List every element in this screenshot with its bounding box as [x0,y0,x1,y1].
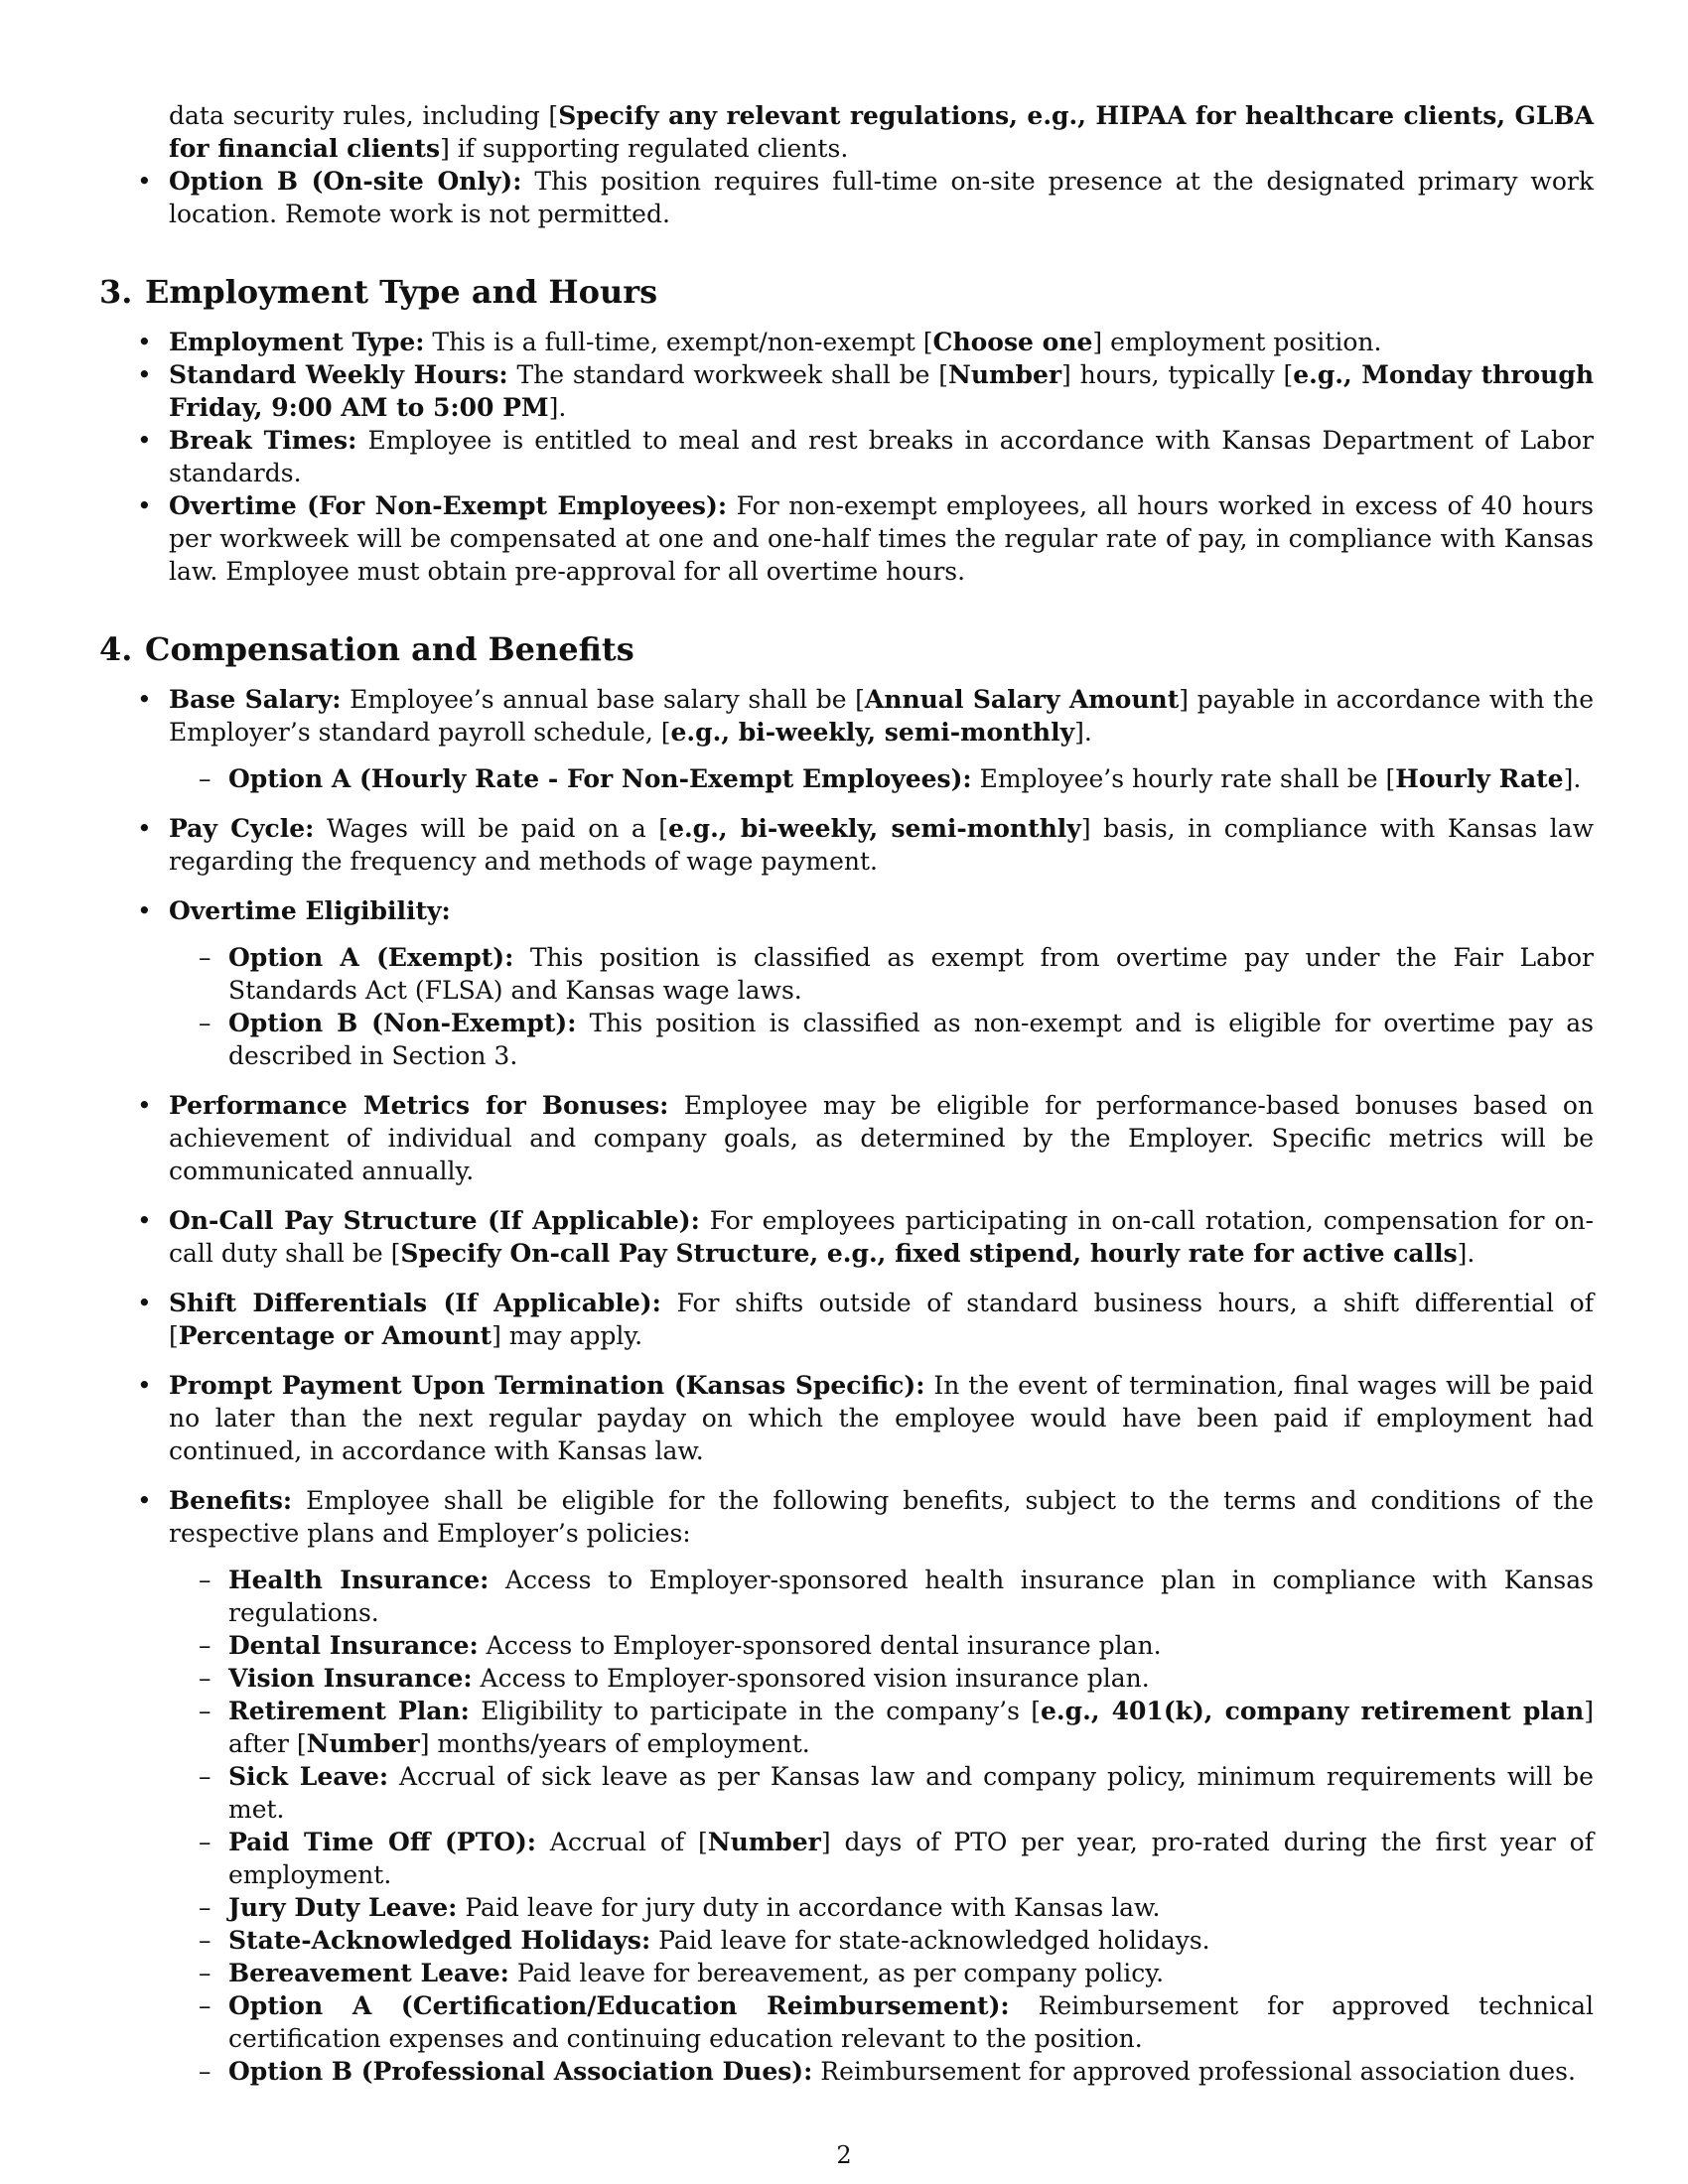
paragraph [169,1287,1594,1352]
text: 4. [99,630,133,668]
bold-text: Shift Differentials (If Applicable): [169,1289,661,1317]
bold-text: Prompt Payment Upon Termination (Kansas Specific): [169,1371,925,1400]
bold-text: Break Times: [169,426,357,455]
bold-text: Retirement Plan: [228,1697,470,1725]
section-4-heading [99,629,1594,669]
paragraph [228,1891,1594,1924]
sub-list-item [169,1989,1594,2055]
bold-text: Option A (Certification/Education Reimbursement): [228,1991,1010,2020]
bold-text: Vision Insurance: [228,1664,473,1693]
sub-list-item [169,762,1594,795]
text: ] employment position. [1092,328,1382,356]
bold-text: Employment Type: [169,328,425,356]
sub-list-item [169,1760,1594,1826]
bold-text: Overtime (For Non-Exempt Employees): [169,491,728,520]
bold-text: Number [947,360,1062,389]
text: ]. [1074,718,1092,747]
bold-text: Option A (Hourly Rate - For Non-Exempt Employees): [228,764,972,793]
paragraph [228,1957,1594,1989]
text: ] hours, typically [ [1061,360,1294,389]
bold-text: Specify On-call Pay Structure, e.g., fixed stipend, hourly rate for active calls [400,1239,1458,1268]
text: Access to Employer-sponsored dental insurance plan. [478,1631,1162,1660]
list-item [99,1089,1594,1187]
bold-text: Base Salary: [169,685,342,714]
bold-text: e.g., Monday through Friday, 9:00 AM to 5:00 PM [169,360,1595,422]
bold-text: Hourly Rate [1395,764,1564,793]
text: For shifts outside of standard business hours, a shift differential of [ [169,1289,1594,1350]
text: Employee’s hourly rate shall be [ [971,764,1396,793]
text: Access to Employer-sponsored vision insurance plan. [472,1664,1150,1693]
text: ] may apply. [492,1321,643,1350]
paragraph [228,762,1594,795]
bold-text: Pay Cycle: [169,814,315,843]
bold-text: e.g., 401(k), company retirement plan [1041,1697,1585,1725]
list-item [99,1287,1594,1352]
text: Reimbursement for approved technical certification expenses and continuing education relevant to the position. [228,1991,1594,2053]
text: Employment Type and Hours [145,273,658,311]
paragraph [169,1369,1594,1467]
paragraph [169,812,1594,878]
paragraph [228,1629,1594,1662]
bold-text: e.g., bi-weekly, semi-monthly [668,814,1081,843]
bold-text: Jury Duty Leave: [228,1893,458,1922]
page-content [99,99,1594,2090]
section-3-list [99,326,1594,588]
bold-text: e.g., bi-weekly, semi-monthly [670,718,1075,747]
text: For non-exempt employees, all hours worked in excess of 40 hours per workweek will be compensated at one and one-half times the regular rate of pay, in compliance with Kansas law. Employee must obtain pre-approval for all overtime hours. [169,491,1594,586]
bold-text: Benefits: [169,1486,293,1515]
text: This is a full-time, exempt/non-exempt [ [424,328,933,356]
work-location-list [99,165,1594,230]
text: This position is classified as non-exempt and is eligible for overtime pay as described in Section 3. [228,1009,1594,1070]
paragraph [228,1662,1594,1695]
bold-text: Standard Weekly Hours: [169,360,508,389]
section-3-heading [99,272,1594,312]
paragraph [169,326,1594,358]
paragraph [169,165,1594,230]
paragraph [169,1204,1594,1270]
bold-text: State-Acknowledged Holidays: [228,1926,651,1955]
paragraph [228,2055,1594,2088]
bold-text: Number [707,1828,821,1856]
text: Wages will be paid on a [ [314,814,669,843]
list-item [99,1484,1594,2088]
bold-text: Sick Leave: [228,1762,389,1791]
text: Compensation and Benefits [145,630,634,668]
sub-list-item [169,1007,1594,1072]
paragraph [169,1484,1594,1550]
list-item [99,683,1594,795]
bold-text: On-Call Pay Structure (If Applicable): [169,1206,700,1235]
list-item [99,1369,1594,1467]
bold-text: Bereavement Leave: [228,1959,509,1987]
sub-list-item [169,1826,1594,1891]
bold-text: Performance Metrics for Bonuses: [169,1091,669,1120]
text: ] basis, in compliance with Kansas law regarding the frequency and methods of wage payment. [169,814,1594,876]
sub-list-item [169,1662,1594,1695]
list-item [99,165,1594,230]
paragraph [228,1760,1594,1826]
text: ] payable in accordance with the Employer’s standard payroll schedule, [ [169,685,1594,747]
sub-list-item [169,1695,1594,1760]
list-item [99,812,1594,878]
paragraph [169,358,1594,424]
text: In the event of termination, final wages will be paid no later than the next regular payday on which the employee would have been paid if employment had continued, in accordance with Kansas law. [169,1371,1594,1465]
sub-list-item [169,1957,1594,1989]
text: ] months/years of employment. [419,1729,810,1758]
text: ] days of PTO per year, pro-rated during the first year of employment. [228,1828,1594,1889]
paragraph [228,1826,1594,1891]
paragraph [228,1007,1594,1072]
sub-list-item [169,941,1594,1007]
text: ]. [1563,764,1582,793]
bold-text: Option B (Professional Association Dues): [228,2057,813,2086]
paragraph [169,1089,1594,1187]
text: Paid leave for jury duty in accordance with Kansas law. [457,1893,1161,1922]
bold-text: Option B (Non-Exempt): [228,1009,577,1037]
text: 3. [99,273,133,311]
paragraph [169,424,1594,489]
bold-text: Specify any relevant regulations, e.g., HIPAA for healthcare clients, GLBA for financial clients [169,101,1594,163]
text: This position is classified as exempt from overtime pay under the Fair Labor Standards Act (FLSA) and Kansas wage laws. [228,943,1594,1005]
paragraph [169,683,1594,749]
paragraph [228,1695,1594,1760]
bold-text: Annual Salary Amount [864,685,1180,714]
paragraph [228,1989,1594,2055]
text: ] after [ [228,1697,1594,1758]
bold-text: Health Insurance: [228,1566,490,1594]
text: Paid leave for bereavement, as per company policy. [508,1959,1165,1987]
list-item [99,894,1594,1072]
bold-text: Choose one [932,328,1093,356]
text: Employee may be eligible for performance-based bonuses based on achievement of individual and company goals, as determined by the Employer. Specific metrics will be communicated annually. [169,1091,1594,1185]
list-item [99,1204,1594,1270]
text: ]. [1457,1239,1476,1268]
sub-list-item [169,2055,1594,2088]
remote-work-continuation [99,99,1594,165]
text: ] if supporting regulated clients. [440,134,849,163]
text: data security rules, including [ [169,101,559,130]
benefits-sublist [169,1564,1594,2088]
bold-text: Option A (Exempt): [228,943,514,972]
paragraph [228,941,1594,1007]
text: This position requires full-time on-site presence at the designated primary work location. Remote work is not permitted. [169,167,1594,228]
paragraph [228,1924,1594,1957]
text: The standard workweek shall be [ [507,360,948,389]
paragraph [169,894,1594,927]
page-number: 2 [836,2141,852,2169]
text: Employee’s annual base salary shall be [ [341,685,865,714]
bold-text: Option B (On-site Only): [169,167,522,196]
section-4-list [99,683,1594,2088]
text: Employee is entitled to meal and rest breaks in accordance with Kansas Department of Labor standards. [169,426,1594,487]
list-item [99,424,1594,489]
sub-list-item [169,1891,1594,1924]
text: Paid leave for state-acknowledged holidays. [650,1926,1210,1955]
text: Accrual of sick leave as per Kansas law and company policy, minimum requirements will be met. [228,1762,1594,1824]
text: Reimbursement for approved professional association dues. [812,2057,1576,2086]
salary-sublist [169,762,1594,795]
text: Accrual of [ [536,1828,708,1856]
list-item [99,489,1594,588]
sub-list-item [169,1564,1594,1629]
bold-text: Paid Time Off (PTO): [228,1828,537,1856]
bold-text: Percentage or Amount [178,1321,492,1350]
bold-text: Dental Insurance: [228,1631,479,1660]
text: Access to Employer-sponsored health insurance plan in compliance with Kansas regulations. [228,1566,1594,1627]
list-item [99,326,1594,358]
paragraph [169,489,1594,588]
sub-list-item [169,1924,1594,1957]
sub-list-item [169,1629,1594,1662]
text: ]. [548,393,567,422]
list-item [99,358,1594,424]
bold-text: Number [306,1729,420,1758]
paragraph [228,1564,1594,1629]
text: Eligibility to participate in the company’s [ [469,1697,1042,1725]
bold-text: Overtime Eligibility: [169,896,451,925]
overtime-eligibility-sublist [169,941,1594,1072]
text: For employees participating in on-call rotation, compensation for on-call duty shall be [ [169,1206,1594,1268]
text: Employee shall be eligible for the following benefits, subject to the terms and conditions of the respective plans and Employer’s policies: [169,1486,1594,1548]
